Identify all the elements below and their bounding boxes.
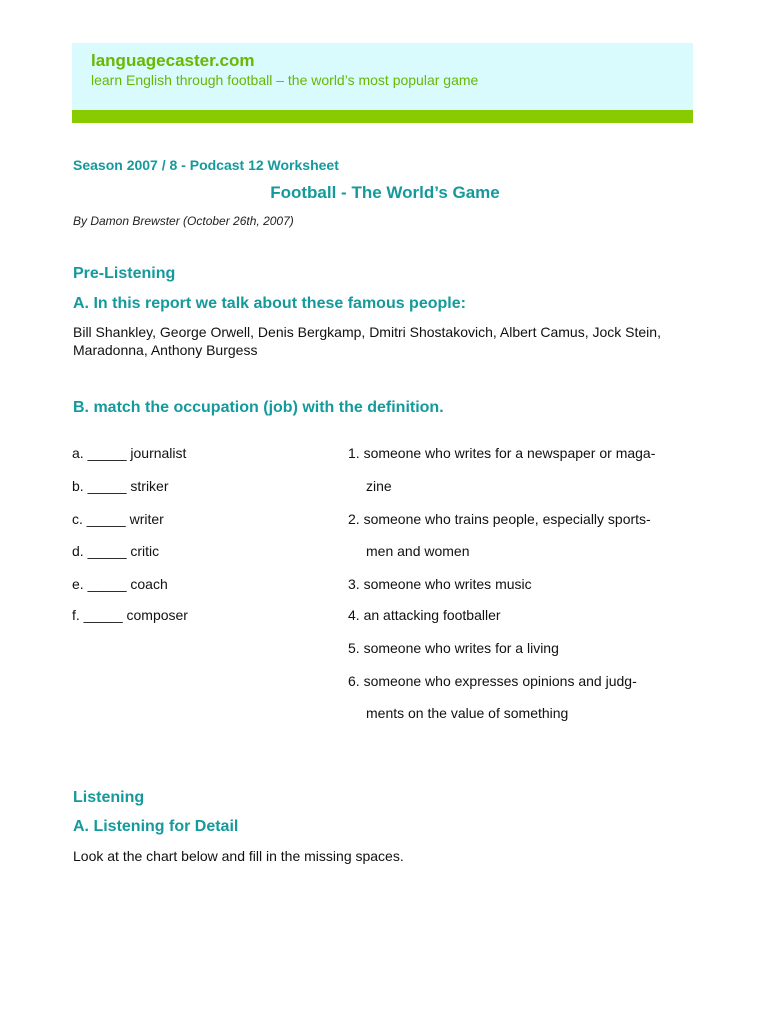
occupation-item: f. _____ composer: [72, 607, 188, 623]
definition-item: 6. someone who expresses opinions and judg-: [348, 673, 637, 689]
definition-item: 2. someone who trains people, especially sports-: [348, 511, 651, 527]
definition-continuation: zine: [366, 478, 392, 494]
byline: By Damon Brewster (October 26th, 2007): [73, 214, 294, 228]
definition-continuation: men and women: [366, 543, 470, 559]
listening-heading: Listening: [73, 789, 145, 806]
listening-detail-heading: A. Listening for Detail: [73, 818, 239, 835]
pre-listening-heading: Pre-Listening: [73, 265, 176, 282]
site-banner: [72, 43, 693, 110]
worksheet-season: Season 2007 / 8 - Podcast 12 Worksheet: [73, 157, 339, 173]
occupation-item: d. _____ critic: [72, 543, 160, 559]
definition-item: 4. an attacking footballer: [348, 607, 501, 623]
listening-instruction: Look at the chart below and fill in the missing spaces.: [73, 848, 404, 864]
definition-item: 5. someone who writes for a living: [348, 640, 559, 656]
occupation-item: b. _____ striker: [72, 478, 169, 494]
definition-continuation: ments on the value of something: [366, 705, 569, 721]
occupation-item: c. _____ writer: [72, 511, 164, 527]
site-name[interactable]: languagecaster.com: [91, 51, 255, 70]
definition-item: 3. someone who writes music: [348, 576, 532, 592]
page-title: Football - The World’s Game: [270, 183, 500, 202]
occupation-item: a. _____ journalist: [72, 445, 187, 461]
banner-divider: [72, 110, 693, 123]
section-b-heading: B. match the occupation (job) with the definition.: [73, 399, 444, 416]
section-a-heading: A. In this report we talk about these famous people:: [73, 295, 466, 312]
definition-item: 1. someone who writes for a newspaper or maga-: [348, 445, 656, 461]
site-tagline: learn English through football – the world’s most popular game: [91, 72, 479, 88]
occupation-item: e. _____ coach: [72, 576, 168, 592]
famous-people-list: Bill Shankley, George Orwell, Denis Bergkamp, Dmitri Shostakovich, Albert Camus, Jock Stein, Maradonna, Anthony Burgess: [73, 324, 661, 358]
